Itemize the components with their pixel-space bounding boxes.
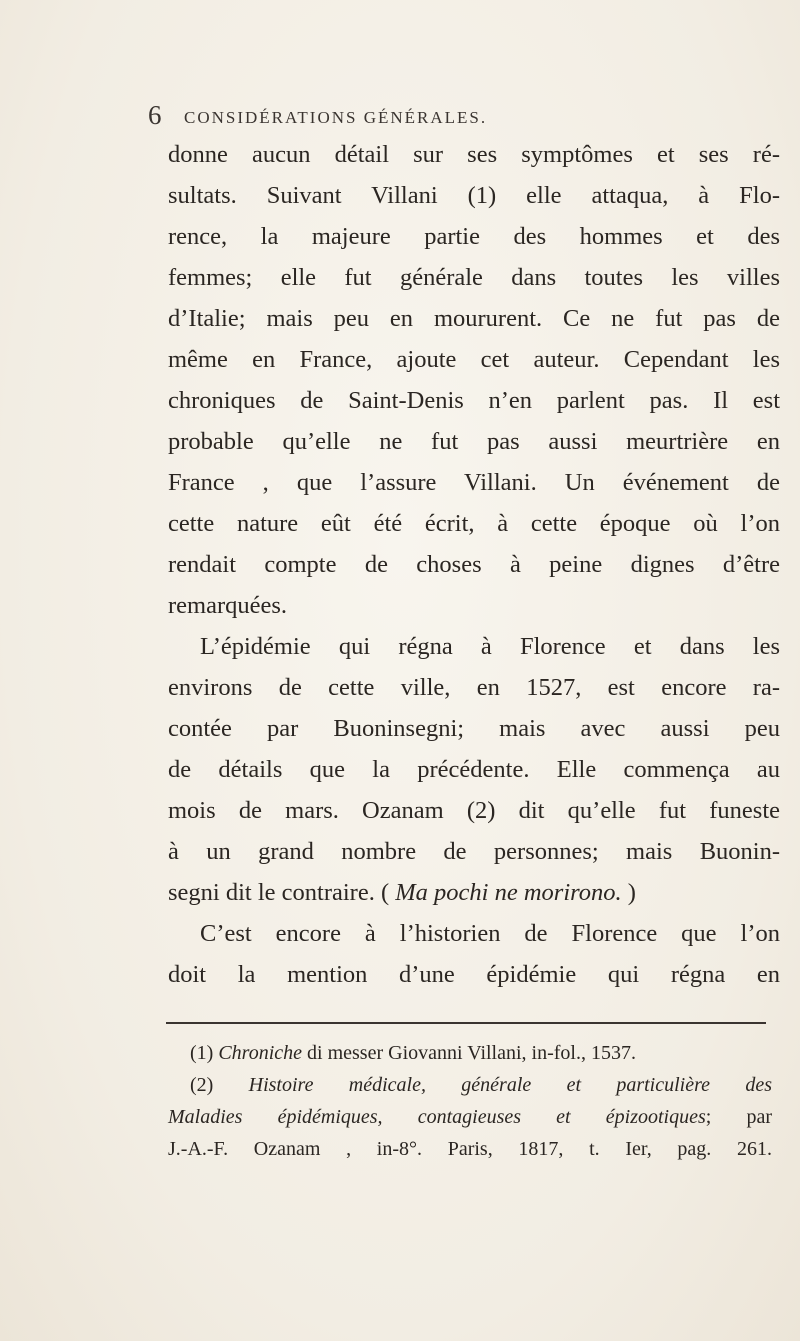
body-text [168, 134, 780, 995]
text-line: C’est encore à l’historien de Florence que l’on [200, 920, 780, 947]
text-line: rendait compte de choses à peine dignes d’être [168, 551, 780, 578]
text-segment: segni dit le contraire. [168, 879, 375, 906]
footnote-1 [168, 1037, 772, 1069]
footnote-title: Chroniche [218, 1042, 303, 1064]
quote-close: ) [621, 879, 636, 906]
text-line: de détails que la précédente. Elle commença au [168, 756, 780, 783]
text-line: contée par Buoninsegni; mais avec aussi peu [168, 715, 780, 742]
page-header [148, 100, 668, 134]
text-line: femmes; elle fut générale dans toutes les villes [168, 264, 780, 291]
footnote-marker: (2) [190, 1074, 249, 1096]
footnote-2-cont [168, 1101, 772, 1133]
text-line: remarquées. [168, 592, 288, 619]
text-line: mois de mars. Ozanam (2) dit qu’elle fut funeste [168, 797, 780, 824]
footnote-2 [168, 1069, 772, 1101]
quote-open: ( [380, 879, 396, 906]
footnote-title: Histoire médicale, générale et particulière des [248, 1074, 772, 1096]
page-number: 6 [148, 100, 162, 130]
text-line: France , que l’assure Villani. Un événement de [168, 469, 780, 496]
footnote-rule [166, 1022, 766, 1024]
text-line: à un grand nombre de personnes; mais Buonin- [168, 838, 780, 865]
footnote-title: Maladies épidémiques, contagieuses et épizootiques [168, 1106, 706, 1128]
italian-quote: Ma pochi ne morirono. [395, 879, 622, 906]
footnote-2-cont: J.-A.-F. Ozanam , in-8°. Paris, 1817, t. Ier, pag. 261. [168, 1138, 772, 1160]
text-line: donne aucun détail sur ses symptômes et ses ré- [168, 141, 780, 168]
text-line: cette nature eût été écrit, à cette époque où l’on [168, 510, 780, 537]
running-head: CONSIDÉRATIONS GÉNÉRALES. [184, 108, 488, 127]
text-line: même en France, ajoute cet auteur. Cependant les [168, 346, 780, 373]
footnotes [168, 1037, 772, 1165]
text-line: d’Italie; mais peu en moururent. Ce ne fut pas de [168, 305, 780, 332]
text-line: sultats. Suivant Villani (1) elle attaqua, à Flo- [168, 182, 780, 209]
footnote-marker: (1) [190, 1042, 219, 1064]
text-line: chroniques de Saint-Denis n’en parlent pas. Il est [168, 387, 780, 414]
text-line: L’épidémie qui régna à Florence et dans les [200, 633, 780, 660]
text-line: environs de cette ville, en 1527, est encore ra- [168, 674, 780, 701]
text-line: rence, la majeure partie des hommes et des [168, 223, 780, 250]
text-line-with-quote [168, 872, 780, 913]
footnote-text: ; par [705, 1106, 773, 1128]
text-line: doit la mention d’une épidémie qui régna en [168, 961, 780, 988]
text-line: probable qu’elle ne fut pas aussi meurtrière en [168, 428, 780, 455]
footnote-text: di messer Giovanni Villani, in-fol., 1537. [302, 1042, 636, 1064]
